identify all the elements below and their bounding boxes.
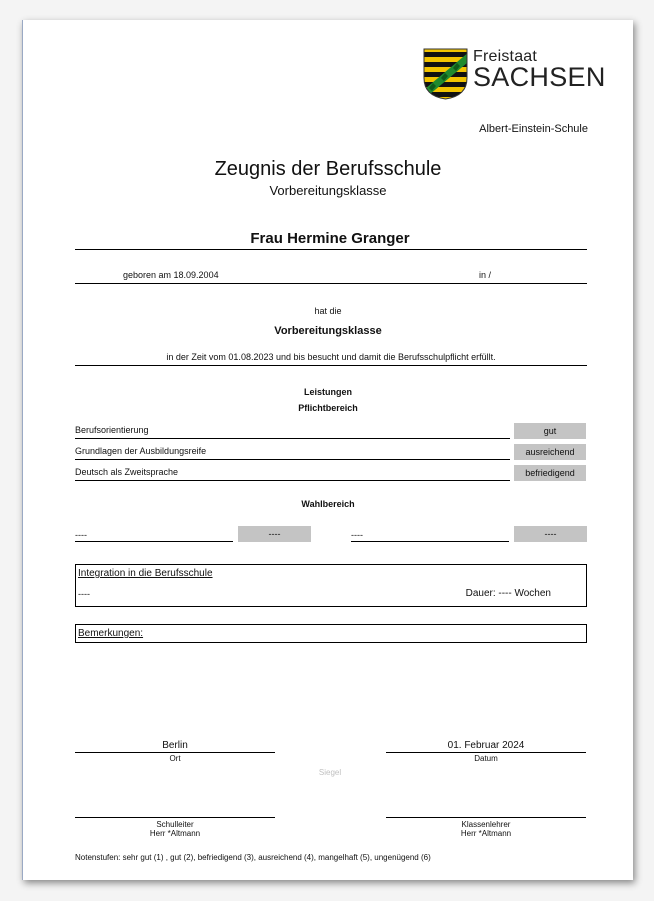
signature-line [75,817,275,818]
principal-role: Schulleiter [156,820,194,829]
date-value: 01. Februar 2024 [447,740,525,751]
student-name: Frau Hermine Granger [250,230,410,247]
subject-name: Berufsorientierung [75,425,149,435]
place-value: Berlin [162,740,188,751]
remarks-box [75,624,587,643]
certificate-page [22,20,633,880]
date-label: Datum [474,754,498,763]
grade-scale-footnote: Notenstufen: sehr gut (1) , gut (2), befriedigend (3), ausreichend (4), mangelhaft (5), ungenügend (6) [75,853,431,862]
remarks-label: Bemerkungen: [78,628,144,639]
teacher-role: Klassenlehrer [461,820,511,829]
birth-date: geboren am 18.09.2004 [123,270,219,280]
subject-line [75,541,233,542]
subject-name: Grundlagen der Ausbildungsreife [75,446,207,456]
wahl-subject: ---- [75,530,87,540]
saxony-logo [423,48,606,100]
integration-value: ---- [78,589,90,599]
wahl-heading: Wahlbereich [301,499,355,509]
subject-line [75,480,510,481]
birth-place: in / [479,270,492,280]
teacher-name: Herr *Altmann [460,829,512,838]
document-subtitle: Vorbereitungsklasse [269,183,387,198]
integration-title: Integration in die Berufsschule [78,568,213,579]
signature-line [386,752,586,753]
wahl-subject: ---- [351,530,363,540]
school-name: Albert-Einstein-Schule [479,123,588,135]
leistungen-heading: Leistungen [303,387,352,397]
grade-badge: ausreichend [514,444,586,460]
grade-badge: ---- [238,526,311,542]
integration-duration: Dauer: ---- Wochen [465,588,551,599]
signature-line [386,817,586,818]
logo-line-freistaat: Freistaat [473,48,538,65]
subject-line [75,459,510,460]
has-text: hat die [314,306,342,316]
subject-name: Deutsch als Zweitsprache [75,467,179,477]
pflicht-heading: Pflichtbereich [298,403,358,413]
principal-name: Herr *Altmann [149,829,201,838]
saxony-coat-of-arms-icon [423,48,468,100]
logo-line-sachsen: SACHSEN [473,62,606,92]
grade-badge: befriedigend [514,465,586,481]
seal-placeholder: Siegel [318,768,342,777]
subject-line [75,438,510,439]
place-label: Ort [169,754,181,763]
divider [75,249,587,250]
signature-line [75,752,275,753]
subject-line [351,541,509,542]
integration-box [75,564,587,607]
class-name: Vorbereitungsklasse [274,325,382,337]
grade-badge: ---- [514,526,587,542]
divider [75,283,587,284]
divider [75,365,587,366]
period-text: in der Zeit vom 01.08.2023 und bis besucht und damit die Berufsschulpflicht erfüllt. [166,352,496,362]
document-title: Zeugnis der Berufsschule [214,158,442,180]
grade-badge: gut [514,423,586,439]
